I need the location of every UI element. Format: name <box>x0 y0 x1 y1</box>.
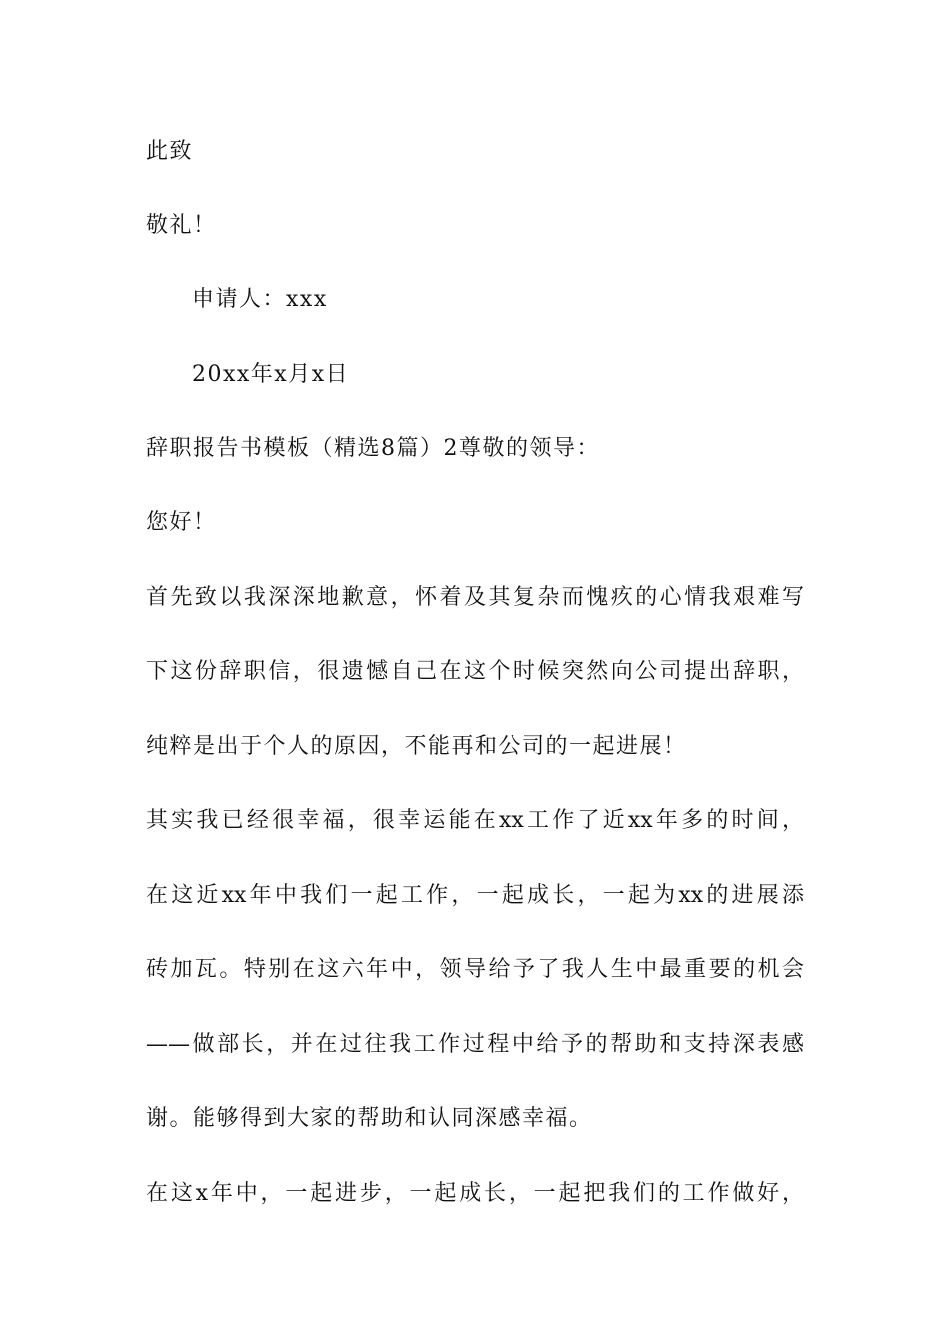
applicant-line: 申请人：xxx <box>192 287 328 312</box>
paragraph-line: 在这x年中，一起进步，一起成长，一起把我们的工作做好， <box>146 1181 804 1206</box>
paragraph-line: 砖加瓦。特别在这六年中，领导给予了我人生中最重要的机会 <box>146 957 804 982</box>
paragraph-line: 在这近xx年中我们一起工作，一起成长，一起为xx的进展添 <box>146 883 804 908</box>
greeting-line: 您好！ <box>146 510 217 535</box>
paragraph-line: 下这份辞职信，很遗憾自己在这个时候突然向公司提出辞职， <box>146 659 804 684</box>
paragraph-line: 首先致以我深深地歉意，怀着及其复杂而愧疚的心情我艰难写 <box>146 585 804 610</box>
date-line: 20xx年x月x日 <box>192 362 350 387</box>
paragraph-line: 纯粹是出于个人的原因，不能再和公司的一起进展！ <box>146 734 687 759</box>
salutation-line: 敬礼！ <box>146 213 217 238</box>
paragraph-line: 其实我已经很幸福，很幸运能在xx工作了近xx年多的时间， <box>146 808 804 833</box>
paragraph-line: ——做部长，并在过往我工作过程中给予的帮助和支持深表感 <box>146 1032 804 1057</box>
closing-line: 此致 <box>146 139 194 164</box>
section-heading: 辞职报告书模板（精选8篇）2尊敬的领导： <box>146 436 600 461</box>
paragraph-line: 谢。能够得到大家的帮助和认同深感幸福。 <box>146 1106 593 1131</box>
